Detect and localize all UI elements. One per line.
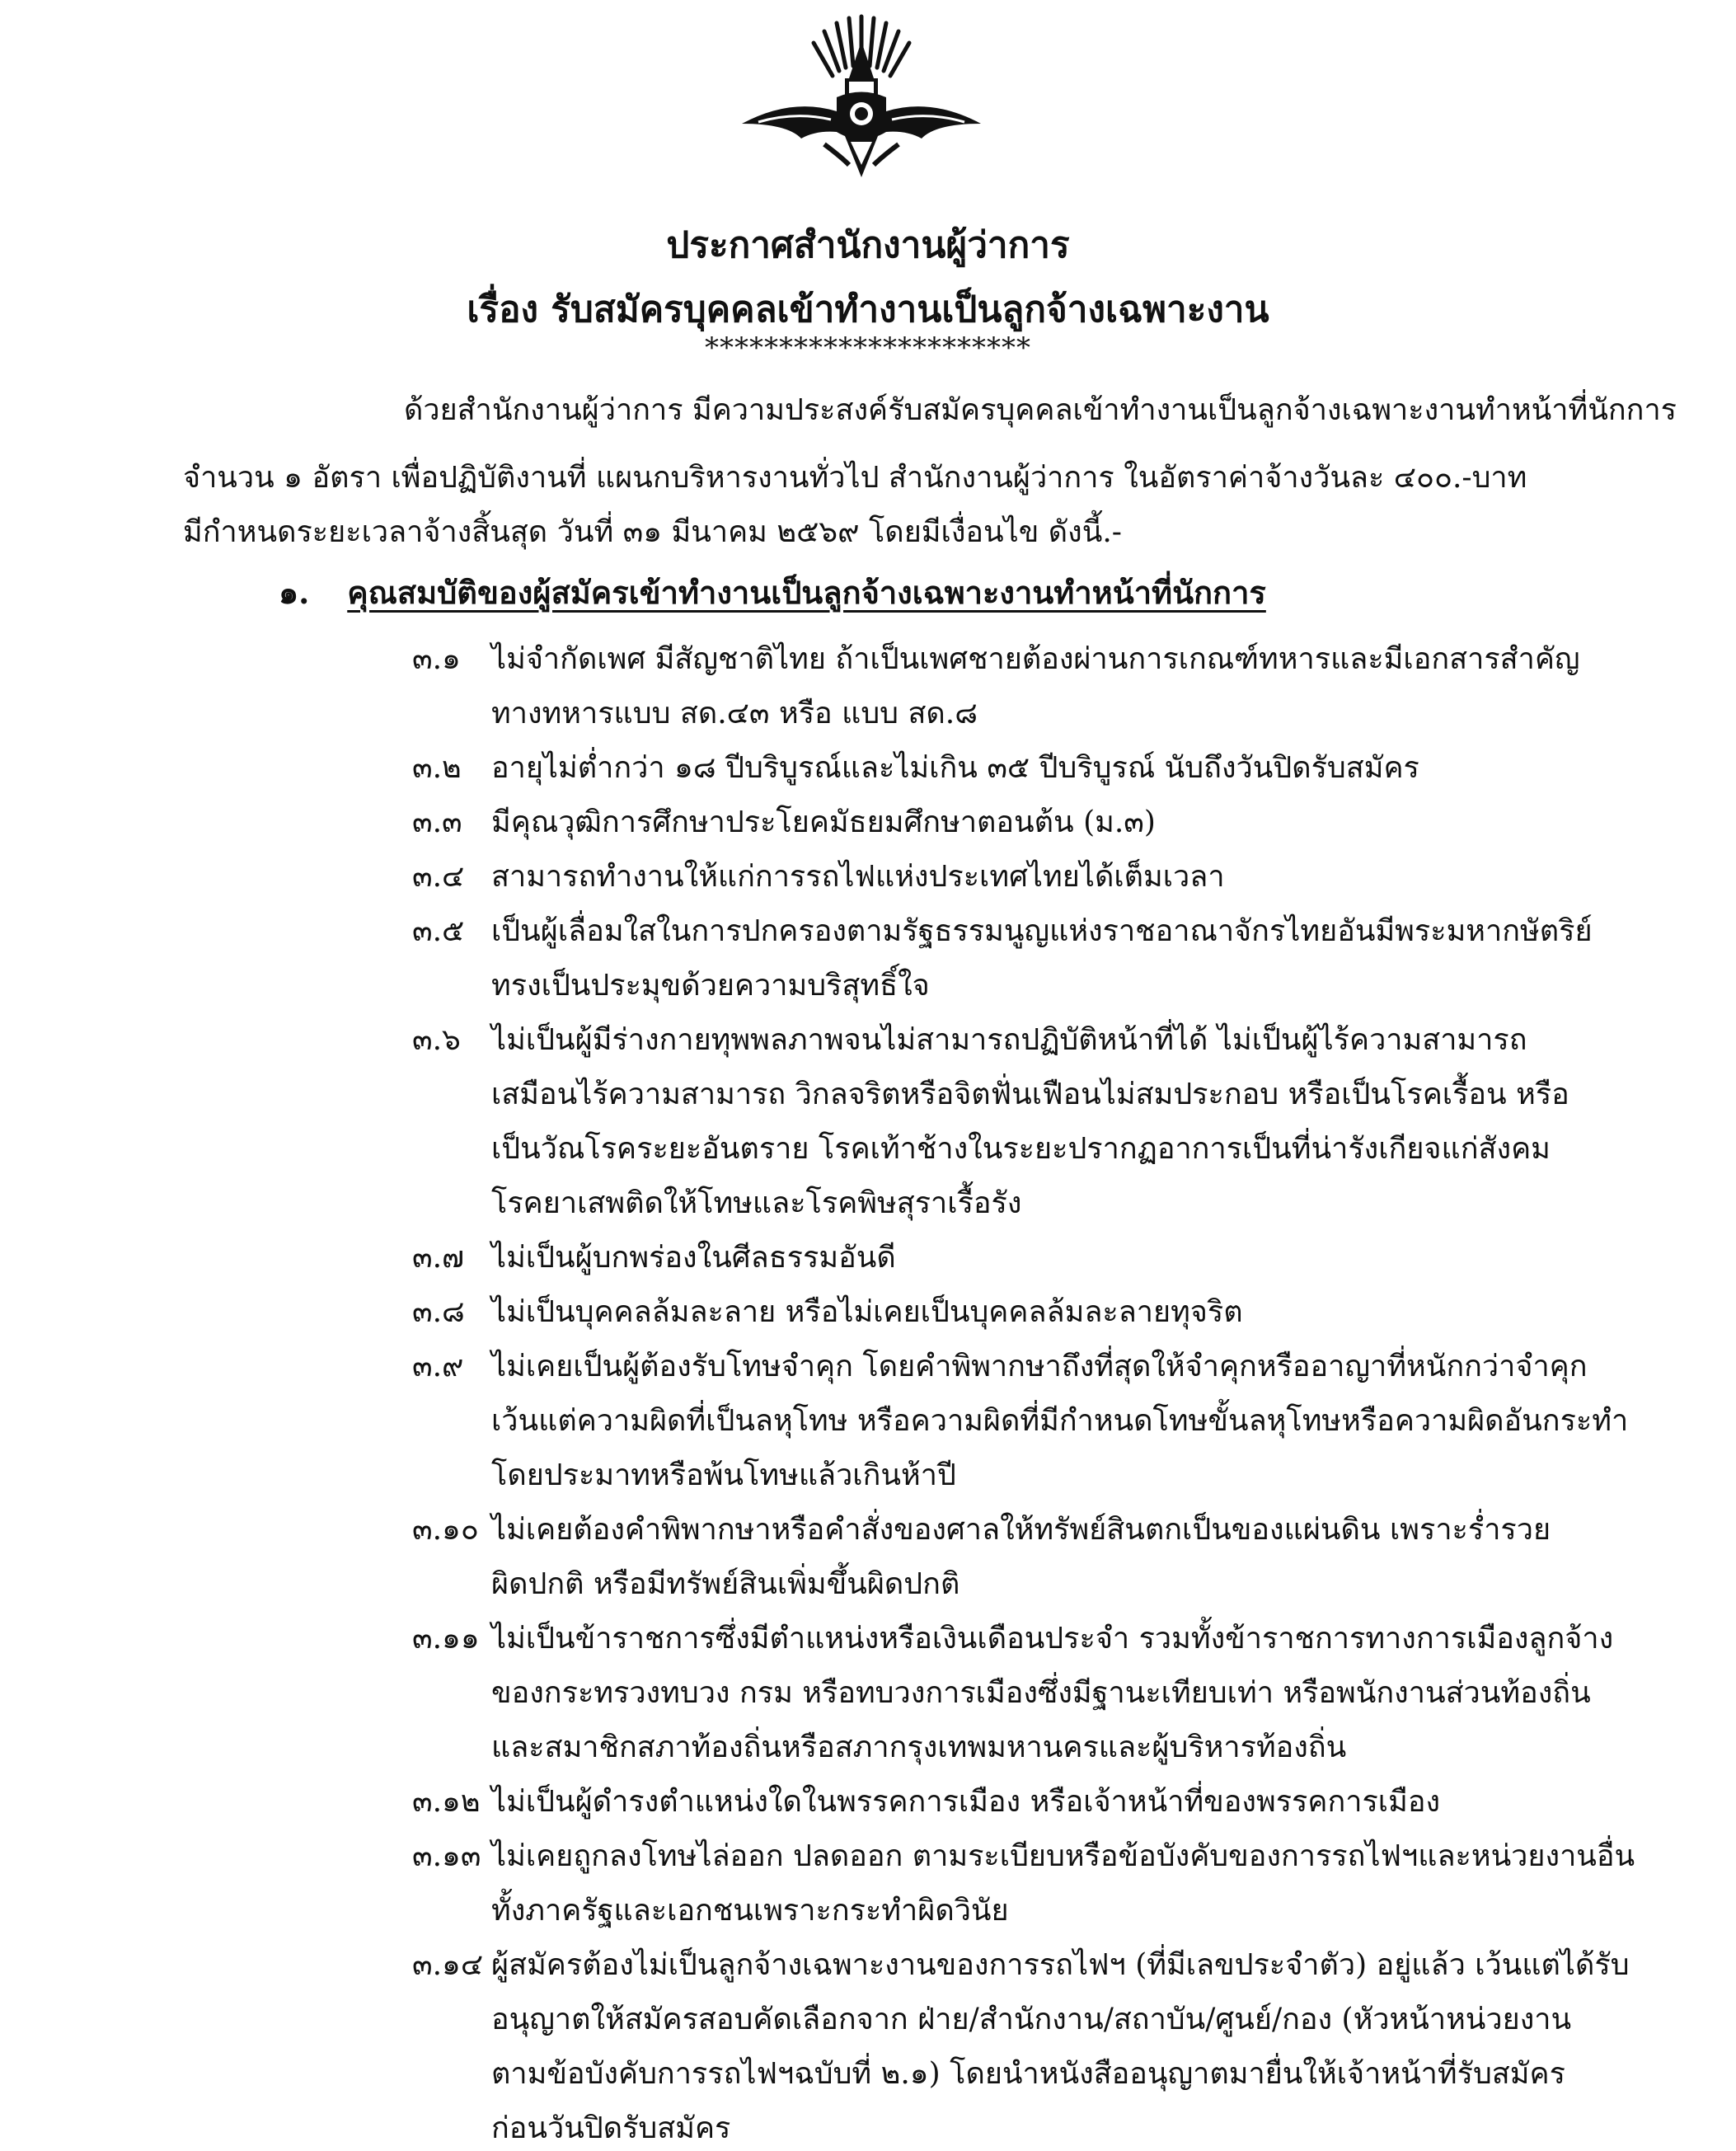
list-item-number: ๓.๖ (412, 1023, 461, 1057)
document-title: ประกาศสำนักงานผู้ว่าการ (666, 224, 1070, 266)
list-item-text: ไม่เคยต้องคำพิพากษาหรือคำสั่งของศาลให้ทรัพย์สินตกเป็นของแผ่นดิน เพราะร่ำรวย (491, 1513, 1551, 1547)
list-item-text: เป็นผู้เลื่อมใสในการปกครองตามรัฐธรรมนูญแห่งราชอาณาจักรไทยอันมีพระมหากษัตริย์ (491, 914, 1593, 948)
list-item-number: ๓.๑ (412, 642, 461, 676)
list-item-text: และสมาชิกสภาท้องถิ่นหรือสภากรุงเทพมหานครและผู้บริหารท้องถิ่น (491, 1731, 1347, 1764)
list-item-text: ไม่เป็นบุคคลล้มละลาย หรือไม่เคยเป็นบุคคลล้มละลายทุจริต (491, 1295, 1243, 1329)
list-item-text: สามารถทำงานให้แก่การรถไฟแห่งประเทศไทยได้เต็มเวลา (491, 860, 1225, 894)
emblem-logo (725, 0, 997, 186)
winged-emblem-icon (725, 0, 997, 186)
list-item-text: ไม่เคยถูกลงโทษไล่ออก ปลดออก ตามระเบียบหรือข้อบังคับของการรถไฟฯและหน่วยงานอื่น (491, 1839, 1635, 1873)
list-item-text: ของกระทรวงทบวง กรม หรือทบวงการเมืองซึ่งมีฐานะเทียบเท่า หรือพนักงานส่วนท้องถิ่น (491, 1676, 1591, 1710)
list-item-text: ตามข้อบังคับการรถไฟฯฉบับที่ ๒.๑) โดยนำหนังสืออนุญาตมายื่นให้เจ้าหน้าที่รับสมัคร (491, 2057, 1565, 2091)
list-item-text: ไม่เป็นผู้ดำรงตำแหน่งใดในพรรคการเมือง หรือเจ้าหน้าที่ของพรรคการเมือง (491, 1785, 1441, 1819)
list-item-text: โรคยาเสพติดให้โทษและโรคพิษสุราเรื้อรัง (491, 1186, 1022, 1220)
list-item-number: ๓.๕ (412, 914, 465, 948)
list-item-text: ทรงเป็นประมุขด้วยความบริสุทธิ์ใจ (491, 969, 930, 1003)
list-item-text: ก่อนวันปิดรับสมัคร (491, 2111, 731, 2145)
list-item-number: ๓.๓ (412, 805, 462, 839)
list-item-text: เสมือนไร้ความสามารถ วิกลจริตหรือจิตฟั่นเฟือนไม่สมประกอบ หรือเป็นโรคเรื้อน หรือ (491, 1078, 1569, 1111)
list-item-text: ไม่เคยเป็นผู้ต้องรับโทษจำคุก โดยคำพิพากษาถึงที่สุดให้จำคุกหรืออาญาที่หนักกว่าจำคุก (491, 1350, 1588, 1383)
list-item-text: ผู้สมัครต้องไม่เป็นลูกจ้างเฉพาะงานของการรถไฟฯ (ที่มีเลขประจำตัว) อยู่แล้ว เว้นแต่ได้รับ (491, 1948, 1630, 1982)
list-item-number: ๓.๑๑ (412, 1622, 480, 1656)
list-item-text: ทั้งภาครัฐและเอกชนเพราะกระทำผิดวินัย (491, 1894, 1009, 1928)
list-item-text: เป็นวัณโรคระยะอันตราย โรคเท้าช้างในระยะปรากฏอาการเป็นที่น่ารังเกียจแก่สังคม (491, 1132, 1551, 1166)
document-subject: เรื่อง รับสมัครบุคคลเข้าทำงานเป็นลูกจ้างเฉพาะงาน (467, 289, 1269, 331)
list-item-text: อายุไม่ต่ำกว่า ๑๘ ปีบริบูรณ์และไม่เกิน ๓๕ ปีบริบูรณ์ นับถึงวันปิดรับสมัคร (491, 751, 1419, 785)
section-title: คุณสมบัติของผู้สมัครเข้าทำงานเป็นลูกจ้างเฉพาะงานทำหน้าที่นักการ (347, 574, 1266, 611)
list-item-text: ผิดปกติ หรือมีทรัพย์สินเพิ่มขึ้นผิดปกติ (491, 1567, 960, 1601)
list-item-text: โดยประมาทหรือพ้นโทษแล้วเกินห้าปี (491, 1458, 956, 1492)
list-item-text: มีคุณวุฒิการศึกษาประโยคมัธยมศึกษาตอนต้น (ม.๓) (491, 805, 1156, 839)
intro-line-1: ด้วยสำนักงานผู้ว่าการ มีความประสงค์รับสมัครบุคคลเข้าทำงานเป็นลูกจ้างเฉพาะงานทำหน้าที่นักการ (404, 393, 1677, 427)
list-item-text: ไม่จำกัดเพศ มีสัญชาติไทย ถ้าเป็นเพศชายต้องผ่านการเกณฑ์ทหารและมีเอกสารสำคัญ (491, 642, 1580, 676)
list-item-number: ๓.๑๔ (412, 1948, 484, 1982)
list-item-text: อนุญาตให้สมัครสอบคัดเลือกจาก ฝ่าย/สำนักงาน/สถาบัน/ศูนย์/กอง (หัวหน้าหน่วยงาน (491, 2003, 1572, 2036)
list-item-number: ๓.๑๒ (412, 1785, 481, 1819)
list-item-number: ๓.๗ (412, 1241, 465, 1275)
list-item-text: ไม่เป็นข้าราชการซึ่งมีตำแหน่งหรือเงินเดือนประจำ รวมทั้งข้าราชการทางการเมืองลูกจ้าง (491, 1622, 1614, 1656)
section-heading (279, 567, 1266, 618)
list-item-number: ๓.๘ (412, 1295, 465, 1329)
list-item-text: เว้นแต่ความผิดที่เป็นลหุโทษ หรือความผิดที่มีกำหนดโทษขั้นลหุโทษหรือความผิดอันกระทำ (491, 1404, 1629, 1438)
list-item-number: ๓.๑๓ (412, 1839, 481, 1873)
list-item-number: ๓.๒ (412, 751, 462, 785)
intro-line-3: มีกำหนดระยะเวลาจ้างสิ้นสุด วันที่ ๓๑ มีนาคม ๒๕๖๙ โดยมีเงื่อนไข ดังนี้.- (183, 515, 1122, 549)
intro-line-2: จำนวน ๑ อัตรา เพื่อปฏิบัติงานที่ แผนกบริหารงานทั่วไป สำนักงานผู้ว่าการ ในอัตราค่าจ้างวันละ ๔๐๐.-บาท (183, 461, 1527, 495)
list-item-number: ๓.๙ (412, 1350, 464, 1383)
list-item-number: ๓.๑๐ (412, 1513, 479, 1547)
section-number: ๑. (279, 574, 310, 611)
list-item-text: ทางทหารแบบ สด.๔๓ หรือ แบบ สด.๘ (491, 697, 978, 730)
list-item-text: ไม่เป็นผู้บกพร่องในศีลธรรมอันดี (491, 1241, 896, 1275)
separator-stars: ********************** (705, 331, 1031, 364)
list-item-text: ไม่เป็นผู้มีร่างกายทุพพลภาพจนไม่สามารถปฏิบัติหน้าที่ได้ ไม่เป็นผู้ไร้ความสามารถ (491, 1023, 1527, 1057)
list-item-number: ๓.๔ (412, 860, 465, 894)
